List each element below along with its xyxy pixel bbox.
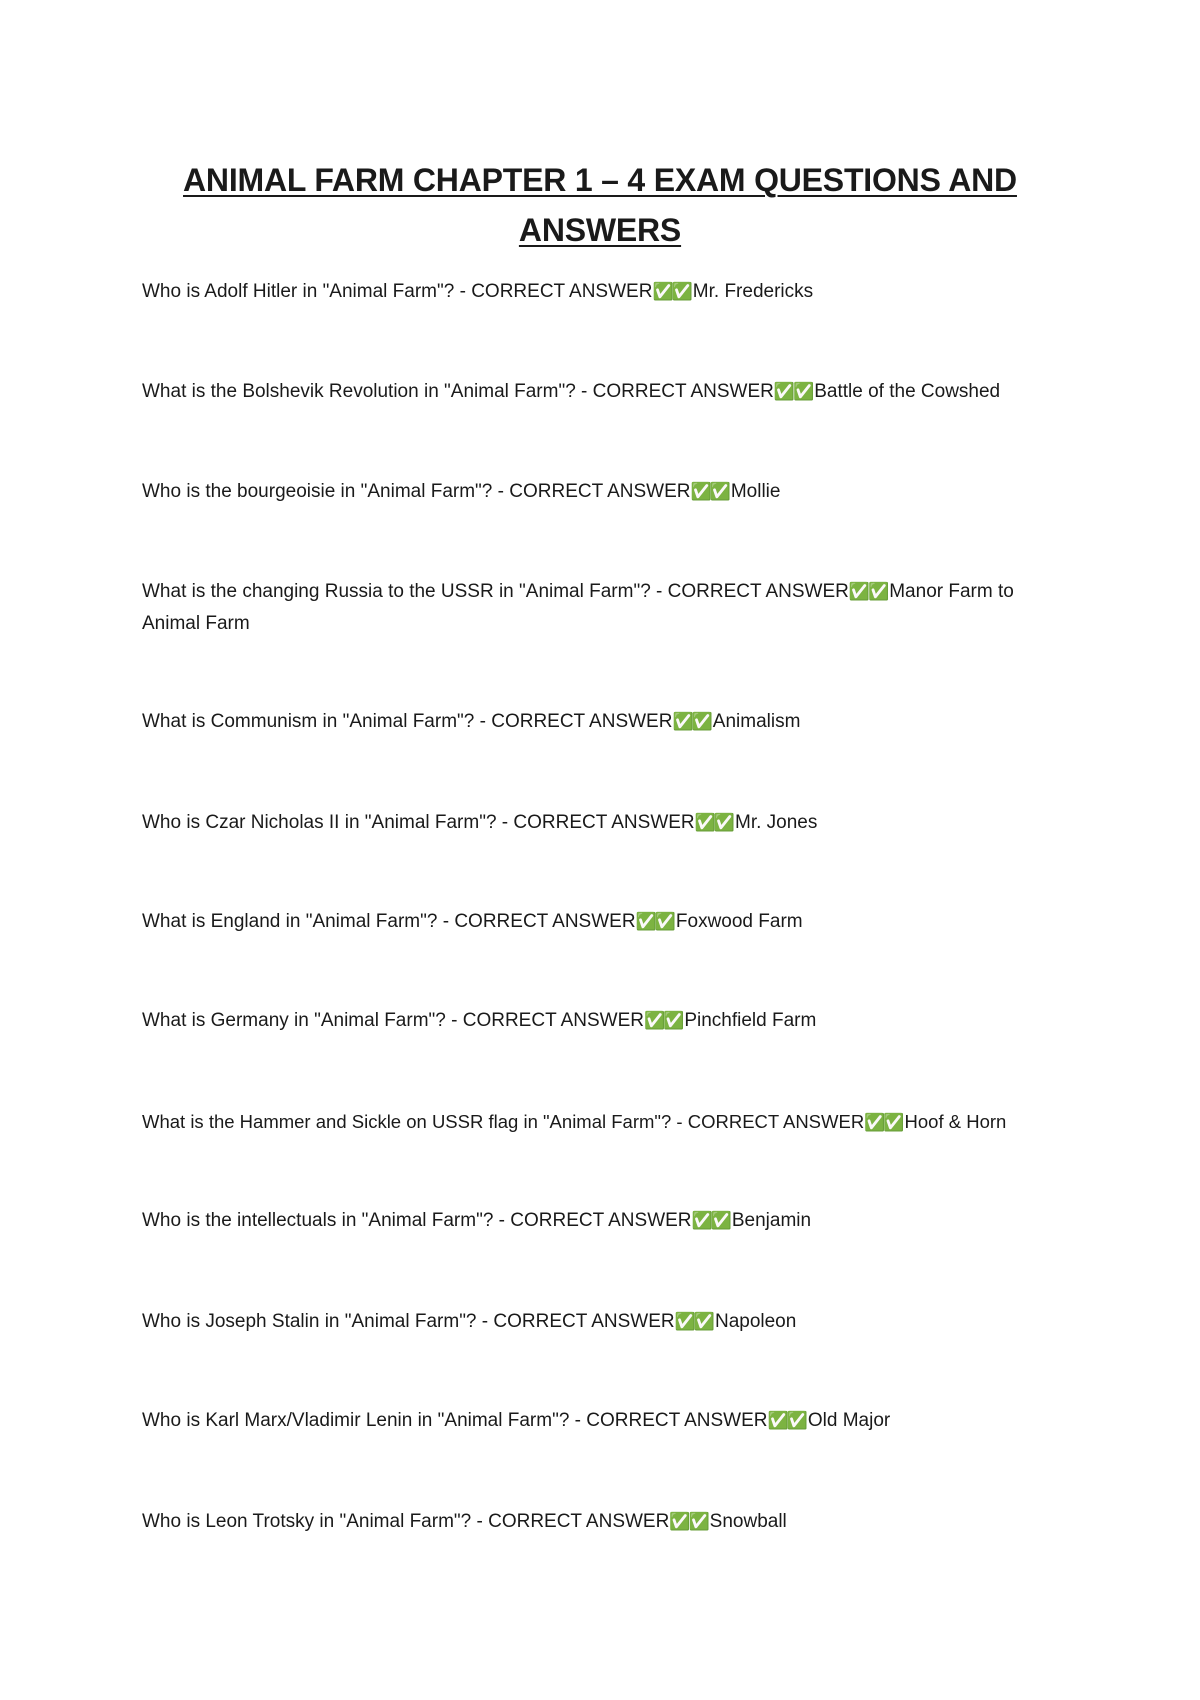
answer-label: CORRECT ANSWER — [687, 1111, 865, 1132]
question-text: What is England in "Animal Farm"? - — [142, 911, 455, 932]
answer-text: Hoof & Horn — [904, 1111, 1007, 1132]
qa-item — [142, 706, 1062, 738]
double-check-icon: ✅✅ — [767, 1411, 806, 1431]
double-check-icon: ✅✅ — [669, 1512, 708, 1532]
double-check-icon: ✅✅ — [694, 813, 733, 833]
qa-item — [142, 1306, 1062, 1338]
question-text: What is the Bolshevik Revolution in "Animal Farm"? - — [142, 381, 593, 402]
answer-label: CORRECT ANSWER — [471, 281, 653, 302]
double-check-icon: ✅✅ — [864, 1113, 903, 1133]
answer-label: CORRECT ANSWER — [592, 381, 774, 402]
document-title — [150, 155, 1050, 255]
answer-label: CORRECT ANSWER — [488, 1511, 670, 1532]
answer-label: CORRECT ANSWER — [667, 581, 849, 602]
qa-item — [142, 1405, 1062, 1437]
question-text: Who is the intellectuals in "Animal Farm"? - — [142, 1210, 511, 1231]
qa-item — [142, 1205, 1062, 1237]
answer-label: CORRECT ANSWER — [586, 1410, 768, 1431]
question-text: What is the changing Russia to the USSR in "Animal Farm"? - — [142, 581, 668, 602]
question-text: What is Germany in "Animal Farm"? - — [142, 1010, 463, 1031]
qa-item — [142, 1506, 1062, 1538]
answer-text: Mr. Jones — [735, 812, 818, 833]
question-text: Who is Czar Nicholas II in "Animal Farm"? - — [142, 812, 514, 833]
qa-item — [142, 576, 1042, 640]
answer-text: Manor Farm to Animal Farm — [142, 581, 1014, 634]
answer-text: Animalism — [712, 711, 801, 732]
answer-label: CORRECT ANSWER — [513, 812, 695, 833]
answer-text: Battle of the Cowshed — [814, 381, 1001, 402]
qa-item — [142, 476, 1062, 508]
answer-text: Pinchfield Farm — [684, 1010, 817, 1031]
qa-item — [142, 807, 1062, 839]
double-check-icon: ✅✅ — [652, 282, 691, 302]
title-line-1: ANIMAL FARM CHAPTER 1 – 4 EXAM QUESTIONS AND — [183, 162, 1017, 198]
question-text: Who is the bourgeoisie in "Animal Farm"? - — [142, 481, 510, 502]
double-check-icon: ✅✅ — [773, 382, 813, 402]
answer-text: Benjamin — [731, 1210, 812, 1231]
answer-label: CORRECT ANSWER — [462, 1010, 644, 1031]
answer-label: CORRECT ANSWER — [510, 1210, 692, 1231]
question-text: Who is Karl Marx/Vladimir Lenin in "Animal Farm"? - — [142, 1410, 587, 1431]
question-text: Who is Leon Trotsky in "Animal Farm"? - — [142, 1511, 489, 1532]
question-text: Who is Adolf Hitler in "Animal Farm"? - — [142, 281, 472, 302]
question-text: What is the Hammer and Sickle on USSR flag in "Animal Farm"? - — [142, 1111, 688, 1132]
answer-label: CORRECT ANSWER — [509, 481, 691, 502]
answer-label: CORRECT ANSWER — [454, 911, 636, 932]
qa-item — [142, 1005, 1062, 1037]
double-check-icon: ✅✅ — [643, 1011, 683, 1031]
qa-item — [142, 276, 1062, 308]
double-check-icon: ✅✅ — [691, 1211, 730, 1231]
double-check-icon: ✅✅ — [635, 912, 674, 932]
qa-item — [142, 1106, 1062, 1139]
answer-text: Snowball — [709, 1511, 787, 1532]
answer-text: Foxwood Farm — [675, 911, 803, 932]
answer-text: Napoleon — [714, 1311, 797, 1332]
question-text: What is Communism in "Animal Farm"? - — [142, 711, 492, 732]
answer-text: Old Major — [807, 1410, 891, 1431]
double-check-icon: ✅✅ — [848, 582, 888, 602]
answer-label: CORRECT ANSWER — [493, 1311, 675, 1332]
double-check-icon: ✅✅ — [672, 712, 711, 732]
question-text: Who is Joseph Stalin in "Animal Farm"? - — [142, 1311, 494, 1332]
title-line-2: ANSWERS — [518, 212, 682, 248]
double-check-icon: ✅✅ — [690, 482, 729, 502]
answer-label: CORRECT ANSWER — [491, 711, 673, 732]
qa-item — [142, 906, 1062, 938]
answer-text: Mr. Fredericks — [692, 281, 814, 302]
answer-text: Mollie — [730, 481, 781, 502]
qa-item — [142, 376, 1062, 408]
double-check-icon: ✅✅ — [674, 1312, 713, 1332]
